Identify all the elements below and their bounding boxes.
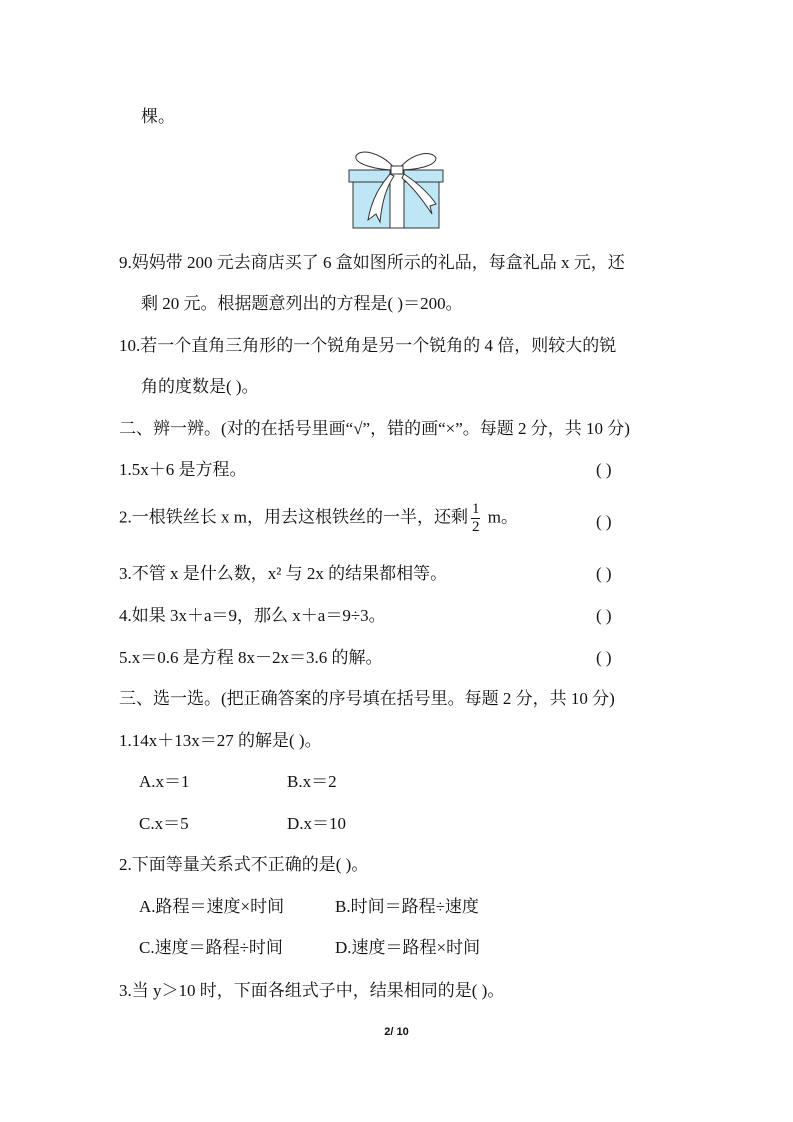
choice-q2-stem: 2.下面等量关系式不正确的是( )。 [119,855,369,874]
choice-q2-option-c: C.速度＝路程÷时间 [139,938,283,957]
choice-q2-option-a: A.路程＝速度×时间 [139,897,285,916]
judge-paren-1: ( ) [596,460,612,479]
judge-item-3: 3.不管 x 是什么数，x² 与 2x 的结果都相等。 [119,564,448,583]
gift-box-icon [346,148,448,235]
judge-item-2 [119,501,518,536]
choice-q1-option-a: A.x＝1 [139,772,190,791]
judge-item-4: 4.如果 3x＋a＝9，那么 x＋a＝9÷3。 [119,606,386,625]
judge-item-1: 1.5x＋6 是方程。 [119,460,247,479]
top-fragment: 棵。 [141,107,175,126]
choice-q1-option-b: B.x＝2 [287,772,337,791]
choice-q3-stem: 3.当 y＞10 时，下面各组式子中，结果相同的是( )。 [119,981,505,1000]
choice-q1-option-d: D.x＝10 [287,814,347,833]
fraction-numerator: 1 [471,501,480,517]
page-number: 2/ 10 [384,1026,409,1038]
judge-item-2-unit: m。 [483,507,518,527]
judge-item-2-text: 2.一根铁丝长 x m，用去这根铁丝的一半，还剩 [119,507,468,527]
choice-q2-option-b: B.时间＝路程÷速度 [335,897,479,916]
q10-line1: 10.若一个直角三角形的一个锐角是另一个锐角的 4 倍，则较大的锐 [119,336,617,355]
judge-paren-5: ( ) [596,648,612,667]
judge-item-5: 5.x＝0.6 是方程 8x－2x＝3.6 的解。 [119,648,383,667]
choice-q1-option-c: C.x＝5 [139,814,189,833]
judge-paren-2: ( ) [596,512,612,531]
choice-q1-stem: 1.14x＋13x＝27 的解是( )。 [119,731,322,750]
judge-paren-3: ( ) [596,564,612,583]
section2-heading: 二、辨一辨。(对的在括号里画“√”，错的画“×”。每题 2 分，共 10 分) [119,419,630,438]
q9-line1: 9.妈妈带 200 元去商店买了 6 盒如图所示的礼品，每盒礼品 x 元，还 [119,253,625,272]
judge-paren-4: ( ) [596,606,612,625]
choice-q2-option-d: D.速度＝路程×时间 [335,938,481,957]
q10-line2: 角的度数是( )。 [141,377,259,396]
fraction-half [471,501,481,536]
section3-heading: 三、选一选。(把正确答案的序号填在括号里。每题 2 分，共 10 分) [119,689,615,708]
fraction-denominator: 2 [471,519,480,535]
q9-line2: 剩 20 元。根据题意列出的方程是( )＝200。 [141,294,463,313]
